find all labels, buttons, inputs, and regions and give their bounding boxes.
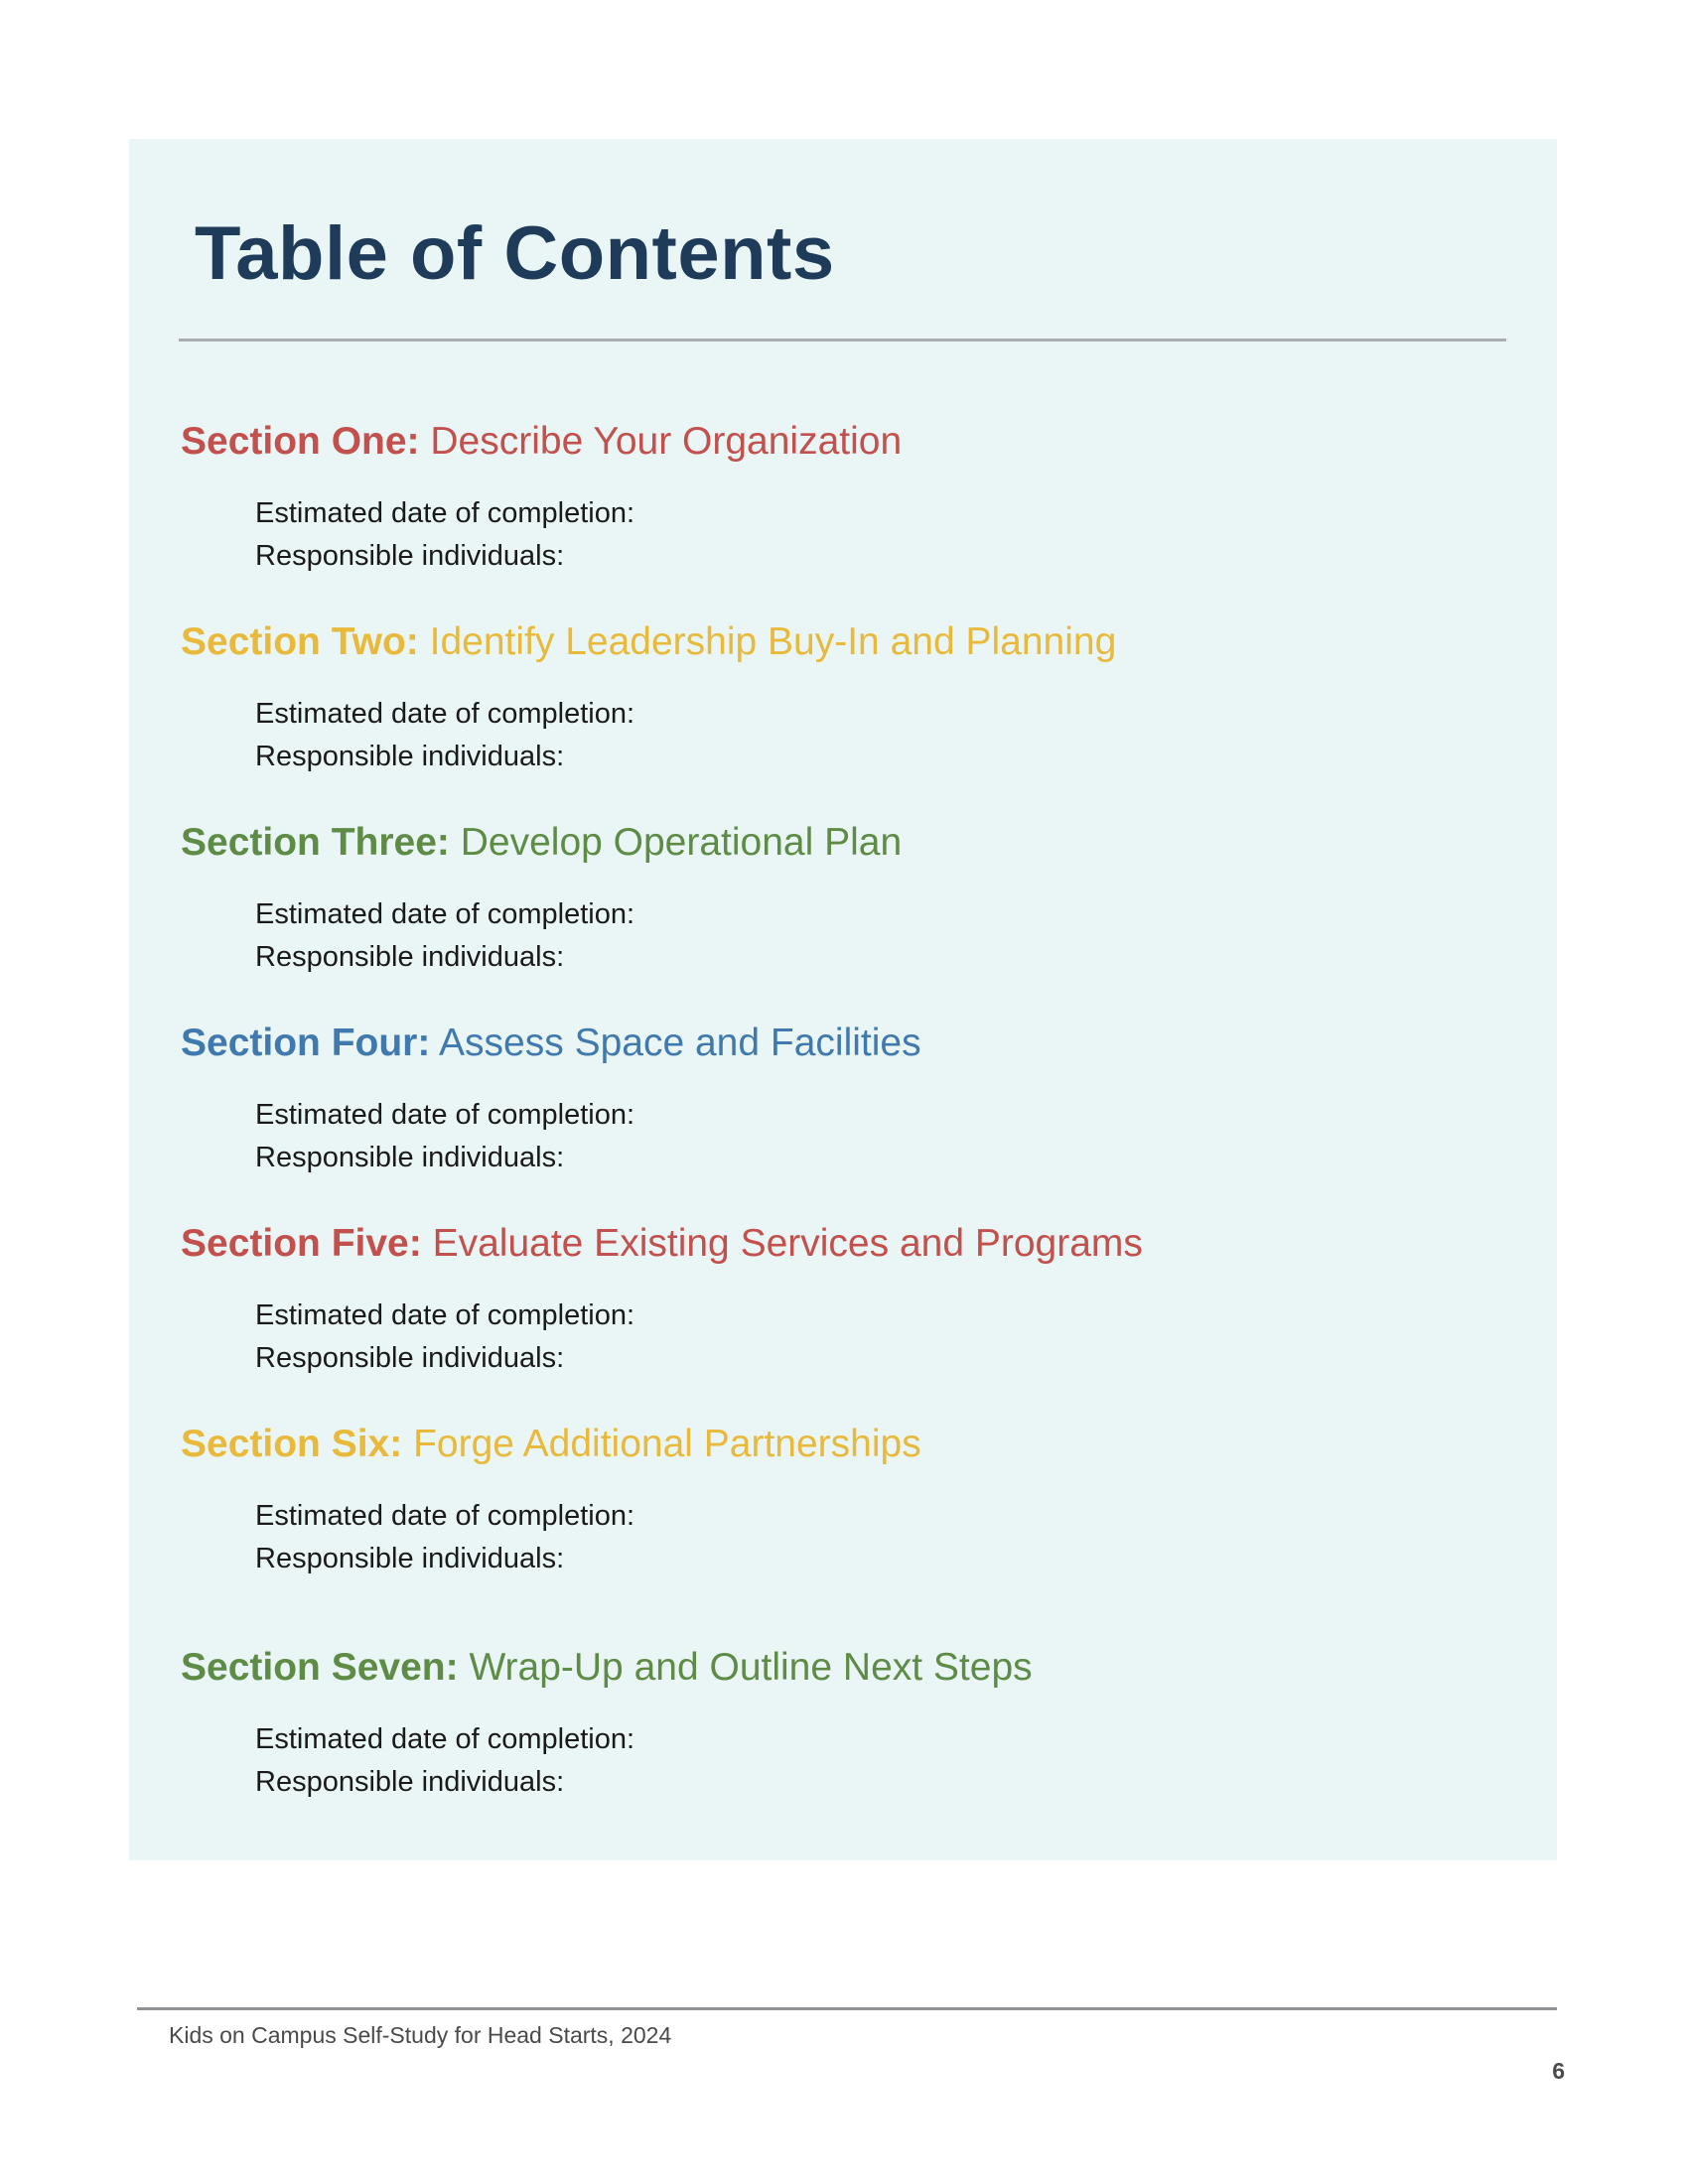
responsible-individuals-label: Responsible individuals:	[255, 1766, 565, 1798]
section-heading	[181, 1224, 1143, 1263]
section-label: Section Four:	[181, 1022, 431, 1064]
completion-date-label: Estimated date of completion:	[255, 1500, 635, 1532]
section-label: Section Six:	[181, 1423, 403, 1465]
footer-text: Kids on Campus Self-Study for Head Starts, 2024	[169, 2022, 672, 2048]
toc-section-7	[181, 1648, 1033, 1804]
section-label: Section Three:	[181, 821, 450, 864]
responsible-individuals-label: Responsible individuals:	[255, 1342, 565, 1374]
responsible-individuals-label: Responsible individuals:	[255, 1543, 565, 1574]
section-name: Forge Additional Partnerships	[413, 1423, 921, 1465]
section-label: Section Seven:	[181, 1646, 459, 1689]
completion-date-label: Estimated date of completion:	[255, 698, 635, 730]
section-heading	[181, 1648, 1033, 1687]
completion-date-label: Estimated date of completion:	[255, 898, 635, 930]
section-label: Section One:	[181, 420, 420, 463]
section-name: Identify Leadership Buy-In and Planning	[429, 620, 1117, 663]
table-of-contents-panel	[129, 139, 1557, 1860]
completion-date-label: Estimated date of completion:	[255, 497, 635, 529]
page-title: Table of Contents	[195, 211, 835, 296]
completion-date-label: Estimated date of completion:	[255, 1099, 635, 1131]
completion-date-label: Estimated date of completion:	[255, 1723, 635, 1755]
section-name: Describe Your Organization	[430, 420, 903, 463]
section-label: Section Two:	[181, 620, 419, 663]
page-number: 6	[1552, 2058, 1565, 2084]
section-heading	[181, 422, 902, 461]
section-heading	[181, 1425, 921, 1463]
section-label: Section Five:	[181, 1222, 422, 1265]
completion-date-label: Estimated date of completion:	[255, 1299, 635, 1331]
toc-section-6	[181, 1425, 921, 1580]
section-name: Develop Operational Plan	[460, 821, 903, 864]
toc-section-2	[181, 622, 1116, 778]
section-name: Assess Space and Facilities	[439, 1022, 921, 1064]
responsible-individuals-label: Responsible individuals:	[255, 941, 565, 973]
toc-section-3	[181, 823, 902, 979]
section-heading	[181, 823, 902, 862]
toc-section-4	[181, 1024, 921, 1179]
toc-section-1	[181, 422, 902, 578]
toc-section-5	[181, 1224, 1143, 1380]
section-heading	[181, 1024, 921, 1062]
title-divider	[179, 339, 1506, 341]
section-name: Evaluate Existing Services and Programs	[432, 1222, 1143, 1265]
section-heading	[181, 622, 1116, 661]
responsible-individuals-label: Responsible individuals:	[255, 1142, 565, 1173]
section-name: Wrap-Up and Outline Next Steps	[469, 1646, 1033, 1689]
responsible-individuals-label: Responsible individuals:	[255, 741, 565, 772]
footer-divider	[137, 2007, 1557, 2010]
responsible-individuals-label: Responsible individuals:	[255, 540, 565, 572]
